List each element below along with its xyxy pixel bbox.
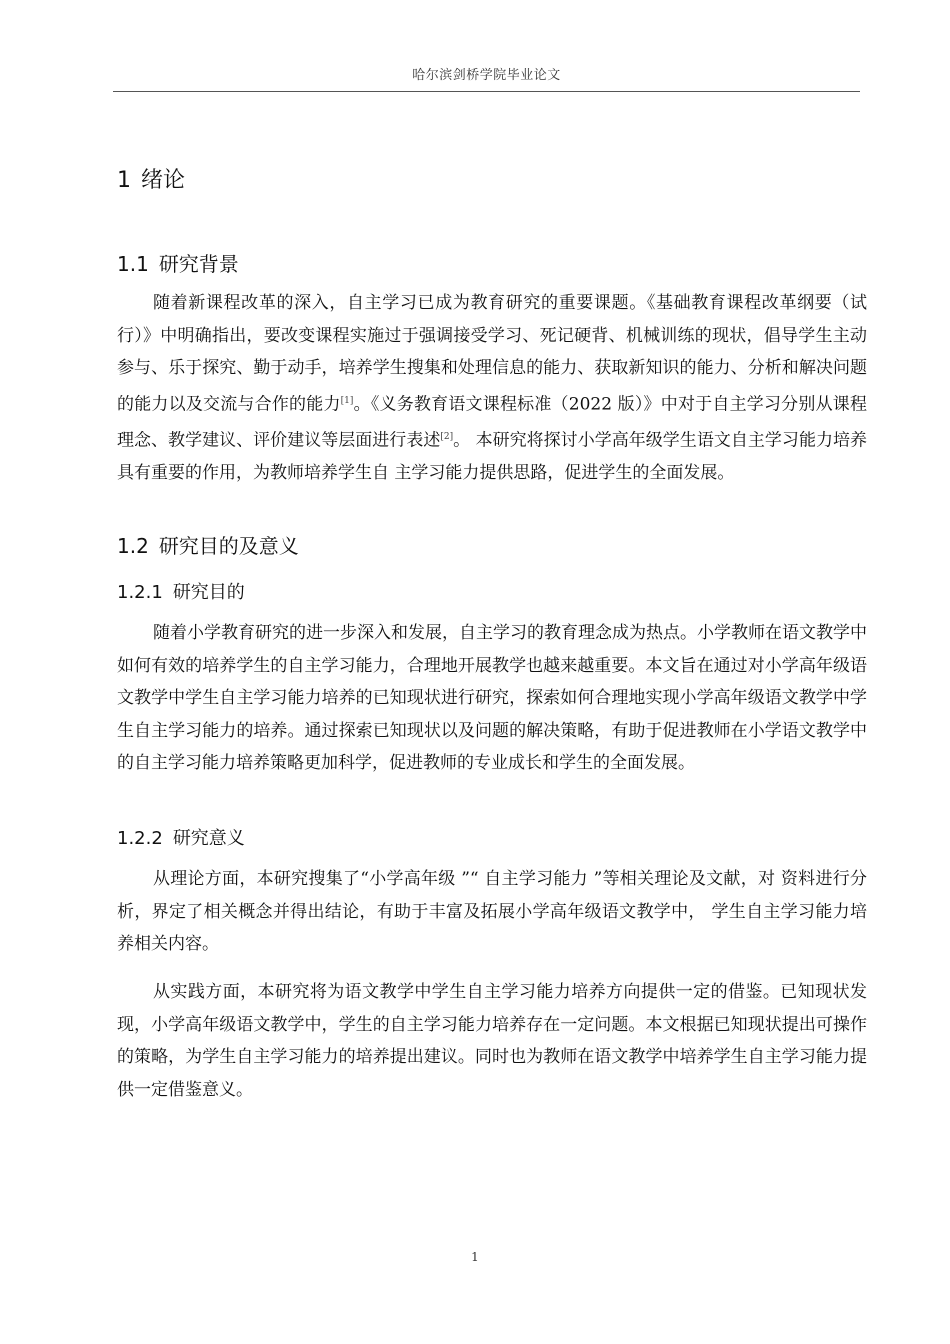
paragraph-text: 。《义务教育语文课程标准（2022 版）》中对于自主学习分别从课程理念、教学建议、评价建议等层面进行表述 (117, 394, 867, 451)
section-number: 1.2 (117, 534, 149, 558)
paragraph-practice (117, 976, 867, 1106)
citation-2: [2] (440, 431, 454, 442)
section-number: 1.1 (117, 252, 149, 276)
paragraph-text: 随着新课程改革的深入，自主学习已成为教育研究的重要课题。《基础教育课程改革纲要（试行）》中明确指出，要改变课程实施过于强调接受学习、死记硬背、机械训练的现状，倡导学生主动参与、乐于探究、勤于动手，培养学生搜集和处理信息的能力、获取新知识的能力、分析和解决问题的能力以及交流与合作的能力 (117, 293, 867, 415)
paragraph-text: 随着小学教育研究的进一步深入和发展，自主学习的教育理念成为热点。小学教师在语文教学中如何有效的培养学生的自主学习能力，合理地开展教学也越来越重要。本文旨在通过对小学高年级语文教学中学生自主学习能力培养的已知现状进行研究，探索如何合理地实现小学高年级语文教学中学生自主学习能力的培养。通过探索已知现状以及问题的解决策略，有助于促进教师在小学语文教学中的自主学习能力培养策略更加科学，促进教师的专业成长和学生的全面发展。 (117, 623, 867, 773)
header-title: 哈尔滨剑桥学院毕业论文 (412, 68, 561, 83)
section-title: 研究目的及意义 (158, 534, 299, 558)
page-footer (0, 1250, 950, 1264)
subsection-number: 1.2.1 (117, 582, 163, 603)
chapter-number: 1 (117, 168, 131, 193)
paragraph-text: 。 本研究将探讨小学高年级学生语文自主学习能力培养具有重要的作用，为教师培养学生自 主学习能力提供思路，促进学生的全面发展。 (117, 430, 868, 483)
subsection-heading-1-2-2 (117, 824, 245, 850)
page-header (113, 64, 860, 92)
section-heading-1-1 (117, 248, 239, 277)
paragraph-theory (117, 863, 867, 961)
section-title: 研究背景 (158, 252, 239, 276)
citation-1: [1] (340, 395, 354, 406)
paragraph-text: 从理论方面，本研究搜集了“小学高年级 ”“ 自主学习能力 ”等相关理论及文献，对 资料进行分析，界定了相关概念并得出结论，有助于丰富及拓展小学高年级语文教学中， 学生自主学习能力培养相关内容。 (117, 869, 867, 954)
chapter-heading (117, 163, 185, 194)
subsection-heading-1-2-1 (117, 578, 245, 604)
section-heading-1-2 (117, 530, 299, 559)
paragraph-text: 从实践方面，本研究将为语文教学中学生自主学习能力培养方向提供一定的借鉴。已知现状发现，小学高年级语文教学中，学生的自主学习能力培养存在一定问题。本文根据已知现状提出可操作的策略，为学生自主学习能力的培养提出建议。同时也为教师在语文教学中培养学生自主学习能力提供一定借鉴意义。 (117, 982, 867, 1100)
paragraph-purpose (117, 617, 867, 780)
paragraph-background (117, 287, 867, 489)
subsection-title: 研究目的 (172, 582, 245, 603)
subsection-title: 研究意义 (172, 828, 245, 849)
page-number: 1 (471, 1250, 479, 1264)
subsection-number: 1.2.2 (117, 828, 163, 849)
chapter-title: 绪论 (141, 168, 186, 193)
